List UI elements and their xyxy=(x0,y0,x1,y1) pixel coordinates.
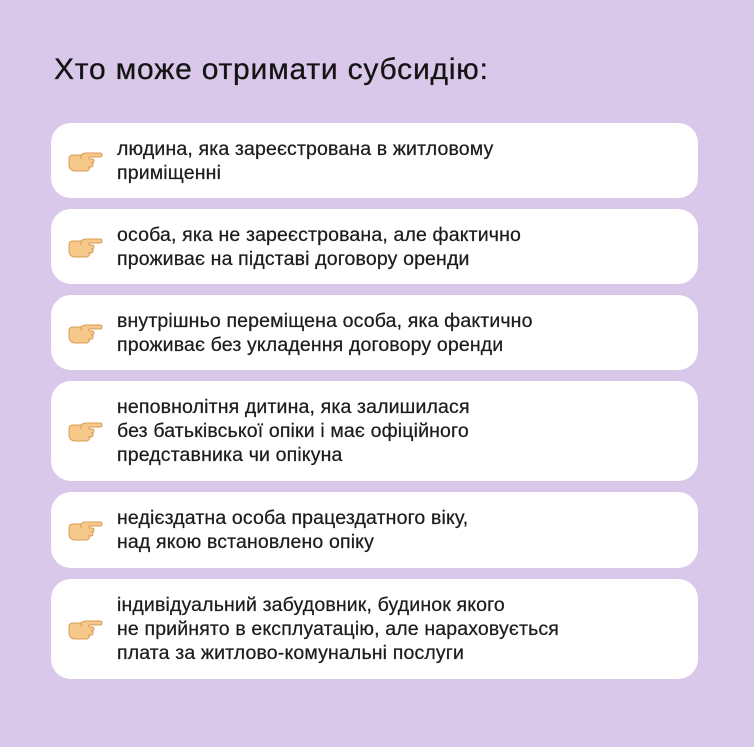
list-item-text: особа, яка не зареєстрована, але фактично проживає на підставі договору оренди xyxy=(117,223,521,270)
list-item xyxy=(51,579,698,679)
list-item xyxy=(51,381,698,481)
pointing-hand-icon xyxy=(67,618,103,640)
list-item-text: неповнолітня дитина, яка залишилася без батьківської опіки і має офіційного представника чи опікуна xyxy=(117,396,470,466)
list-item-text: людина, яка зареєстрована в житловому приміщенні xyxy=(117,137,494,184)
list-item xyxy=(51,295,698,370)
list-item-text: внутрішньо переміщена особа, яка фактично проживає без укладення договору оренди xyxy=(117,309,533,356)
pointing-hand-icon xyxy=(67,236,103,258)
list-item xyxy=(51,492,698,568)
list-item xyxy=(51,123,698,198)
pointing-hand-icon xyxy=(67,150,103,172)
pointing-hand-icon xyxy=(67,519,103,541)
pointing-hand-icon xyxy=(67,420,103,442)
list-item xyxy=(51,209,698,284)
list-item-text: індивідуальний забудовник, будинок якого не прийнято в експлуатацію, але нараховується плата за житлово-комунальні послуги xyxy=(117,594,559,664)
pointing-hand-icon xyxy=(67,322,103,344)
list-item-text: недієздатна особа працездатного віку, над якою встановлено опіку xyxy=(117,507,469,553)
page-title: Хто може отримати субсидію: xyxy=(54,53,489,86)
